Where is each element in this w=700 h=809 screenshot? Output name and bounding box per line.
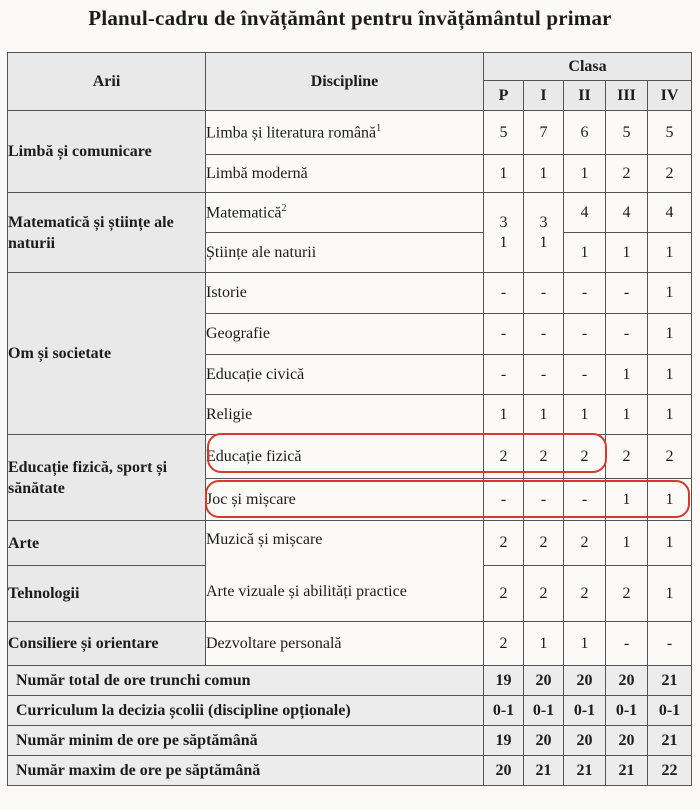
table-cell: 21 xyxy=(648,726,692,756)
discipline-dezvoltare-personala: Dezvoltare personală xyxy=(206,622,484,666)
discipline-istorie: Istorie xyxy=(206,273,484,314)
area-om-societate: Om și societate xyxy=(8,273,206,435)
discipline-limba-moderna: Limbă modernă xyxy=(206,155,484,193)
grade-header: II xyxy=(564,81,606,111)
table-cell: - xyxy=(606,273,648,314)
area-tehnologii: Tehnologii xyxy=(8,566,206,622)
table-cell: 1 xyxy=(484,155,524,193)
total-trunchi-label: Număr total de ore trunchi comun xyxy=(8,666,484,696)
discipline-educatie-fizica: Educație fizică xyxy=(206,435,484,479)
table-cell: 21 xyxy=(648,666,692,696)
table-cell: 1 xyxy=(648,395,692,435)
grade-header: IV xyxy=(648,81,692,111)
table-cell: - xyxy=(606,314,648,355)
curriculum-table xyxy=(7,52,692,786)
table-cell: - xyxy=(484,479,524,521)
table-cell: 0-1 xyxy=(564,696,606,726)
discipline-muzica-arte: Muzică și mișcare Arte vizuale și abilități practice xyxy=(206,521,484,622)
header-discipline: Discipline xyxy=(206,53,484,111)
table-cell: 1 xyxy=(648,273,692,314)
table-cell: 20 xyxy=(484,756,524,786)
table-cell: - xyxy=(524,273,564,314)
table-cell: 1 xyxy=(648,479,692,521)
table-cell-merged: 3 1 xyxy=(484,193,524,273)
table-cell: 1 xyxy=(524,155,564,193)
discipline-joc-miscare: Joc și mișcare xyxy=(206,479,484,521)
table-cell: 1 xyxy=(484,395,524,435)
grade-header: P xyxy=(484,81,524,111)
table-cell: 0-1 xyxy=(606,696,648,726)
table-cell: 1 xyxy=(564,622,606,666)
area-arte: Arte xyxy=(8,521,206,566)
table-cell: 2 xyxy=(606,435,648,479)
table-cell: 2 xyxy=(606,155,648,193)
table-cell: 21 xyxy=(524,756,564,786)
table-cell: 2 xyxy=(524,521,564,566)
discipline-religie: Religie xyxy=(206,395,484,435)
table-cell: 2 xyxy=(484,622,524,666)
grade-header: I xyxy=(524,81,564,111)
table-cell: - xyxy=(648,622,692,666)
table-cell: 1 xyxy=(564,233,606,273)
table-cell: 19 xyxy=(484,666,524,696)
table-cell: 1 xyxy=(564,395,606,435)
header-arii: Arii xyxy=(8,53,206,111)
table-cell: 2 xyxy=(484,435,524,479)
table-cell: 2 xyxy=(524,566,564,622)
table-cell: 0-1 xyxy=(524,696,564,726)
table-cell: 0-1 xyxy=(648,696,692,726)
discipline-stiinte: Științe ale naturii xyxy=(206,233,484,273)
table-cell: 20 xyxy=(524,726,564,756)
table-cell: 4 xyxy=(564,193,606,233)
table-cell: 1 xyxy=(606,355,648,395)
table-cell: 1 xyxy=(606,395,648,435)
table-cell: 20 xyxy=(606,726,648,756)
table-cell: 2 xyxy=(648,435,692,479)
minim-ore-label: Număr minim de ore pe săptămână xyxy=(8,726,484,756)
table-cell: 2 xyxy=(648,155,692,193)
table-cell: 1 xyxy=(606,479,648,521)
table-cell: 7 xyxy=(524,111,564,155)
table-cell: 21 xyxy=(606,756,648,786)
table-cell: - xyxy=(564,479,606,521)
table-cell: 2 xyxy=(564,435,606,479)
discipline-geografie: Geografie xyxy=(206,314,484,355)
table-cell: 1 xyxy=(606,233,648,273)
table-cell: 20 xyxy=(606,666,648,696)
table-cell: 5 xyxy=(606,111,648,155)
curriculum-label: Curriculum la decizia școlii (discipline opționale) xyxy=(8,696,484,726)
grade-header: III xyxy=(606,81,648,111)
table-cell: - xyxy=(484,355,524,395)
table-cell: 2 xyxy=(524,435,564,479)
maxim-ore-label: Număr maxim de ore pe săptămână xyxy=(8,756,484,786)
table-cell: 2 xyxy=(564,566,606,622)
table-cell: 2 xyxy=(606,566,648,622)
table-cell: 1 xyxy=(648,355,692,395)
area-educatie-fizica: Educație fizică, sport și sănătate xyxy=(8,435,206,521)
table-cell: - xyxy=(524,479,564,521)
page-title: Planul-cadru de învățământ pentru învățământul primar xyxy=(88,6,612,30)
table-cell: - xyxy=(564,314,606,355)
table-cell: 19 xyxy=(484,726,524,756)
area-matematica: Matematică și științe ale naturii xyxy=(8,193,206,273)
area-consiliere: Consiliere și orientare xyxy=(8,622,206,666)
table-cell: 1 xyxy=(524,395,564,435)
header-clasa: Clasa xyxy=(484,53,692,81)
table-cell: 20 xyxy=(564,666,606,696)
table-cell: 4 xyxy=(648,193,692,233)
table-cell: 1 xyxy=(648,566,692,622)
table-cell: 5 xyxy=(484,111,524,155)
table-cell: 22 xyxy=(648,756,692,786)
table-cell: 6 xyxy=(564,111,606,155)
table-cell: 2 xyxy=(484,566,524,622)
table-cell: 1 xyxy=(648,521,692,566)
table-cell: 20 xyxy=(524,666,564,696)
table-cell: 2 xyxy=(484,521,524,566)
table-cell: 2 xyxy=(564,521,606,566)
table-cell: - xyxy=(524,355,564,395)
table-cell: 4 xyxy=(606,193,648,233)
table-cell-merged: 3 1 xyxy=(524,193,564,273)
table-cell: 1 xyxy=(564,155,606,193)
table-cell: - xyxy=(524,314,564,355)
discipline-matematica: Matematică$^2$ xyxy=(206,193,484,233)
table-cell: 5 xyxy=(648,111,692,155)
discipline-educatie-civica: Educație civică xyxy=(206,355,484,395)
table-cell: 21 xyxy=(564,756,606,786)
table-cell: - xyxy=(564,273,606,314)
table-cell: - xyxy=(564,355,606,395)
table-cell: - xyxy=(606,622,648,666)
table-cell: 1 xyxy=(524,622,564,666)
table-cell: - xyxy=(484,314,524,355)
table-cell: 0-1 xyxy=(484,696,524,726)
table-cell: 1 xyxy=(606,521,648,566)
discipline-limba-romana: Limba și literatura română$^1$ xyxy=(206,111,484,155)
table-cell: 1 xyxy=(648,233,692,273)
table-cell: 1 xyxy=(648,314,692,355)
area-limba: Limbă și comunicare xyxy=(8,111,206,193)
table-cell: 20 xyxy=(564,726,606,756)
table-cell: - xyxy=(484,273,524,314)
